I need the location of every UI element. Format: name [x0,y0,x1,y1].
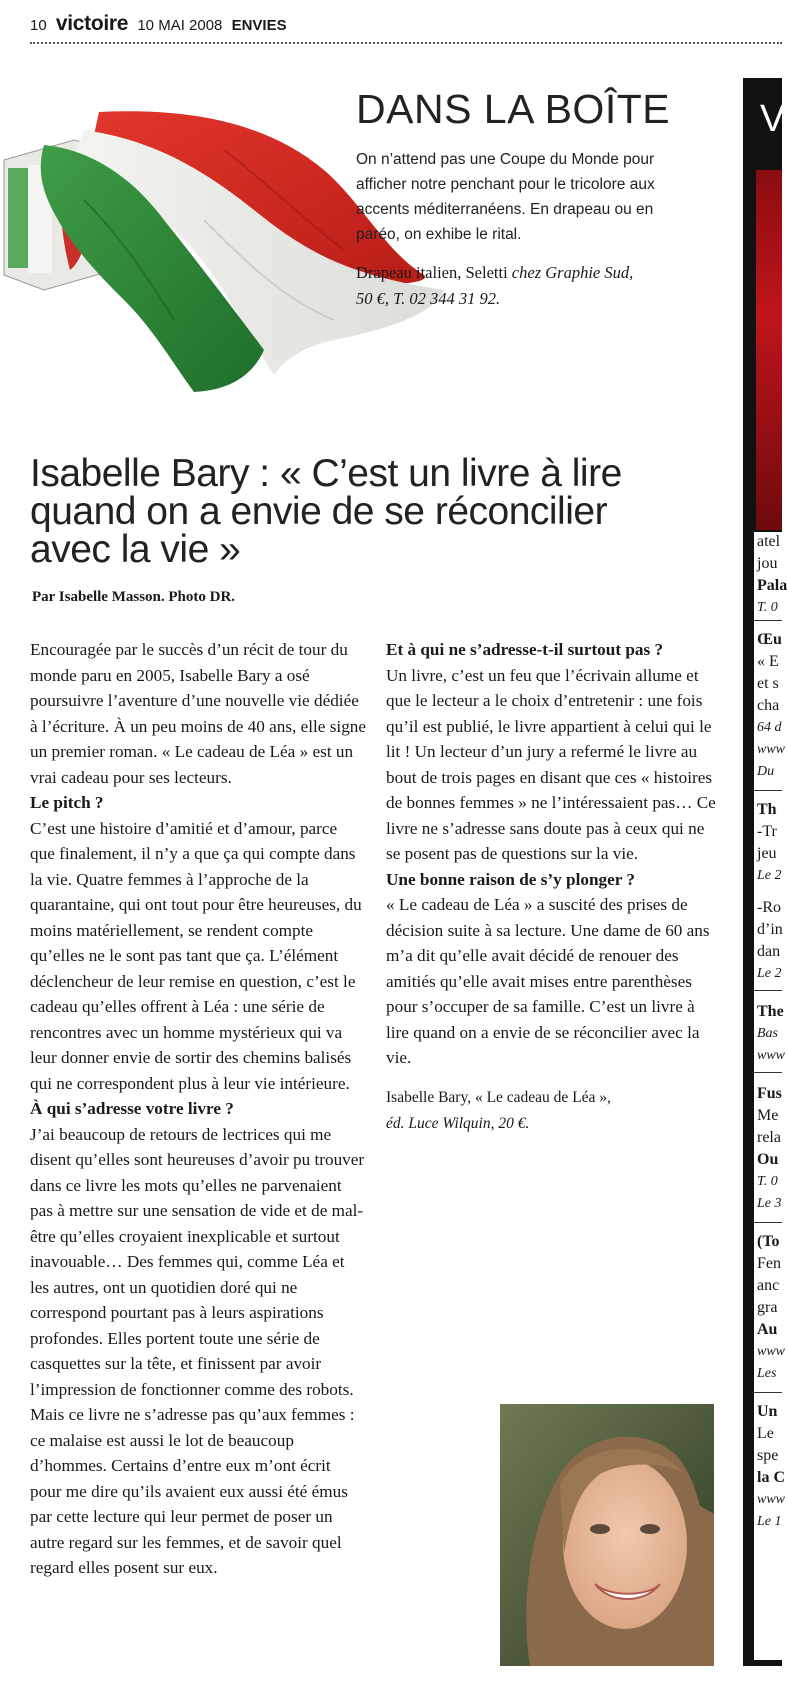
sidebar-listing-line: (To [757,1233,780,1250]
product-price: 50 €, T. 02 344 31 92. [356,289,501,308]
sidebar-divider [754,1222,782,1223]
sidebar-listing-line: Me [757,1107,779,1124]
sidebar-listing-line: Le [757,1425,774,1442]
sidebar-listing-line: Pala [757,577,787,594]
sidebar-listing-line: Fen [757,1255,781,1272]
book-title: Isabelle Bary, « Le cadeau de Léa », [386,1088,611,1106]
sidebar-listing-line: 64 d [757,720,782,735]
sidebar-divider [754,1392,782,1393]
sidebar-listing-line: -Tr [757,823,777,840]
sidebar-listing-line: Th [757,801,777,818]
article-column-2 [386,637,716,1137]
sidebar-listing-line: Le 2 [757,868,782,883]
sidebar-listing-line: Œu [757,631,782,648]
sidebar-listing-line: T. 0 [757,1174,778,1189]
sidebar-listing-line: d’in [757,921,783,938]
sidebar-listing-line: The [757,1003,784,1020]
article-column-1 [30,637,366,1581]
sidebar-listing-line: atel [757,533,781,550]
sidebar-listing-line: jou [757,555,778,572]
question-2: À qui s’adresse votre livre ? [30,1099,234,1118]
sidebar-title: V [760,98,786,140]
sidebar-listing-line: jeu [757,845,777,862]
page-number: 10 [30,17,47,34]
question-3: Et à qui ne s’adresse-t-il surtout pas ? [386,640,664,659]
sidebar-listing-line: Du [757,764,775,779]
answer-2: J’ai beaucoup de retours de lectrices qui me disent qu’elles sont heureuses d’avoir pu trouver dans ce livre les mots qu’elles ne parvenaient pas à mettre sur une sensation de vide et de mal-être qu’elles croyaient inexplicable et surtout inavouable… Des femmes qui, comme Léa et les autres, ont un quotidien doré qui ne correspond pourtant pas à leurs aspirations profondes. Elles portent toute une série de casquettes sur la tête, et finissent par avoir l’impression de fonctionner comme des robots. Mais ce livre ne s’adresse pas qu’aux femmes : ce malaise est aussi le lot de beaucoup d’hommes. Certains d’entre eux m’ont écrit pour me dire qu’ils avaient eux aussi été émus par cette lecture qui leur permet de poser un autre regard sur les femmes, et de savoir quel regard elles posent sur eux. [30,1124,365,1577]
sidebar-listing-line: Les [757,1366,777,1381]
issue-date: 10 MAI 2008 [137,17,223,34]
sidebar-listing-line: Le 2 [757,966,782,981]
answer-1: C’est une histoire d’amitié et d’amour, parce que finalement, il n’y a que ça qui compte dans la vie. Quatre femmes à l’approche de la quarantaine, qui ont tout pour être heureuses, du moins matériellement, se rendent compte qu’elles ne le sont pas tant que ça. L’élément déclencheur de leur remise en question, c’est le cadeau qu’elles offrent à Léa : une série de rencontres avec un homme mystérieux qui va leur donner envie de sortir des chemins balisés qui ne correspondent plus à leur vie intérieure. [30,818,362,1093]
sidebar-listing-line: www [757,1048,786,1063]
sidebar-listing-line: spe [757,1447,779,1464]
sidebar-red-image [756,170,782,530]
magazine-brand: victoire [55,12,129,35]
sidebar-divider [754,620,782,621]
book-reference [386,1085,716,1137]
sidebar-listing-line: Fus [757,1085,782,1102]
sidebar-listing-line: -Ro [757,899,781,916]
article-intro: Encouragée par le succès d’un récit de tour du monde paru en 2005, Isabelle Bary a osé poursuivre l’aventure d’une nouvelle vie dédiée à l’écriture. À un peu moins de 40 ans, elle signe un premier roman. « Le cadeau de Léa » est un vrai cadeau pour ses lecteurs. [30,640,367,787]
question-4: Une bonne raison de s’y plonger ? [386,869,635,889]
box-description: On n’attend pas une Coupe du Monde pour afficher notre penchant pour le tricolore aux accents méditerranéens. En drapeau ou en paréo, on exhibe le rital. [356,151,655,243]
section-name: ENVIES [231,17,287,34]
sidebar-listings [754,532,787,1660]
sidebar-listing-line: « E [757,653,779,670]
sidebar-listing-line: Au [757,1321,778,1338]
sidebar-listing-line: dan [757,943,781,960]
sidebar-listing-line: Un [757,1403,778,1420]
sidebar-listing-line: www [757,1492,786,1507]
sidebar-divider [754,1072,782,1073]
answer-4: « Le cadeau de Léa » a suscité des prises de décision suite à sa lecture. Une dame de 60 ans m’a dit qu’elle avait décidé de renouer des amitiés qu’elle avait mises entre parenthèses pour s’occuper de sa famille. C’est un livre à lire quand on a envie de se réconcilier avec la vie. [386,895,710,1067]
question-1: Le pitch ? [30,793,104,812]
sidebar-listing-line: rela [757,1129,781,1146]
product-shop: chez Graphie Sud, [507,263,634,282]
answer-3: Un livre, c’est un feu que l’écrivain allume et que le lecteur a le choix d’entretenir : une fois qu’il est publié, le livre appartient à celui qui le lit ! Un lecteur d’un jury a refermé le livre au bout de trois pages en disant que ces « histoires de bonnes femmes » ne l’intéressaient pas… Ce livre ne s’adresse sans doute pas à ceux qui ne se posent pas de questions sur la vie. [386,665,716,863]
sidebar-listing-line: cha [757,697,780,714]
article-byline: Par Isabelle Masson. Photo DR. [32,589,236,605]
sidebar-listing-line: et s [757,675,779,692]
sidebar-listing-line: Bas [757,1026,778,1041]
sidebar-listing-line: Le 1 [757,1514,782,1529]
sidebar-listing-line: gra [757,1299,778,1316]
sidebar-listing-line: la C [757,1469,785,1486]
sidebar-listing-line: T. 0 [757,600,778,615]
page-header [30,12,782,44]
sidebar-listing-line: www [757,1344,786,1359]
box-credit [356,260,696,312]
article-headline: Isabelle Bary : « C’est un livre à lire quand on a envie de se réconcilier avec la vie » [30,452,622,571]
sidebar-listing-line: Le 3 [757,1196,782,1211]
author-photo [500,1404,714,1666]
product-brand: Seletti [465,263,508,282]
box-title: DANS LA BOÎTE [356,86,671,132]
sidebar-listing-line: Ou [757,1151,779,1168]
sidebar-divider [754,990,782,991]
book-publisher: éd. Luce Wilquin, 20 €. [386,1114,530,1132]
sidebar-divider [754,790,782,791]
sidebar-listing-line: anc [757,1277,780,1294]
product-name: Drapeau italien, [356,263,466,282]
sidebar-listing-line: www [757,742,786,757]
